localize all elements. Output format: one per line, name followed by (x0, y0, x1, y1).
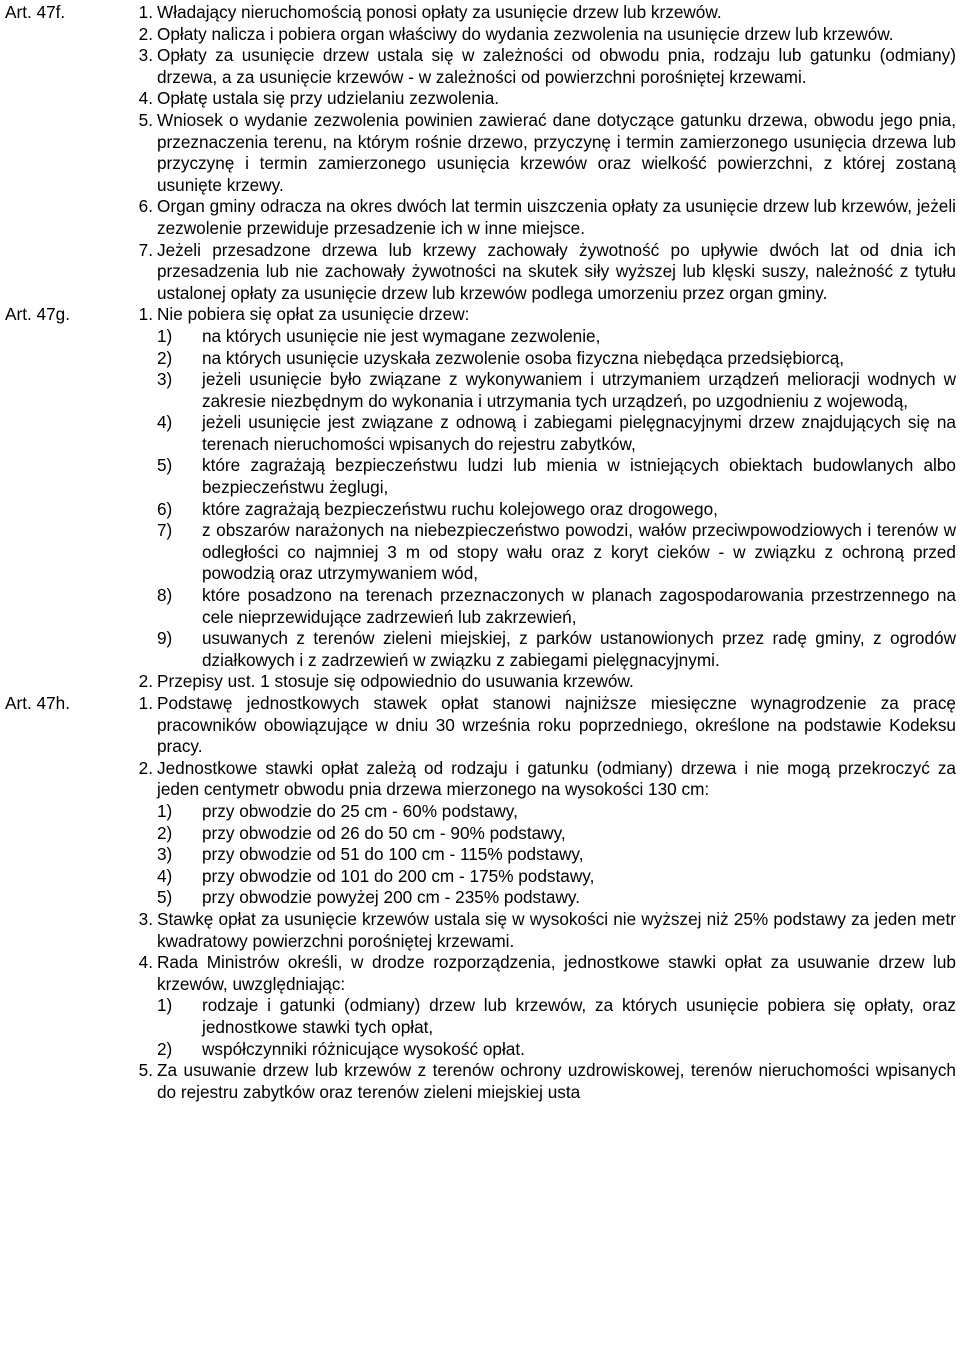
list-item-text: przy obwodzie od 51 do 100 cm - 115% podstawy, (202, 844, 584, 865)
article-label: Art. 47f. (5, 2, 66, 22)
paragraph-text: Władający nieruchomością ponosi opłaty za usunięcie drzew lub krzewów. (157, 2, 722, 22)
list-item-text: rodzaje i gatunki (odmiany) drzew lub krzewów, za których usunięcie pobiera się opłaty, oraz jednostkowe stawki tych opłat, (202, 995, 956, 1037)
paragraph-text: Opłatę ustala się przy udzielaniu zezwolenia. (157, 88, 500, 109)
list-item-number: 7) (157, 520, 173, 541)
paragraph-text: Jeżeli przesadzone drzewa lub krzewy zachowały żywotność po upływie dwóch lat od dnia ich przesadzenia lub nie zachowały żywotności na skutek siły wyższej lub klęski suszy, należność z tytułu ustalonej opłaty za usunięcie drzew lub krzewów podlega umorzeniu przez organ gminy. (157, 239, 956, 303)
paragraph-number: 2. (138, 671, 153, 692)
paragraph-number: 1. (138, 2, 153, 22)
paragraph-body (157, 110, 956, 196)
list-item-number: 4) (157, 865, 173, 886)
article-label (5, 240, 109, 305)
paragraph-body (157, 952, 956, 1060)
paragraph (5, 88, 956, 110)
paragraph (5, 24, 956, 46)
paragraph-lead: Jednostkowe stawki opłat zależą od rodzaju i gatunku (odmiany) drzewa i nie mogą przekroczyć za jeden centymetr obwodu pnia drzewa mierzonego na wysokości 130 cm: (157, 757, 956, 800)
paragraph-body (157, 1060, 956, 1103)
paragraph-text: Stawkę opłat za usunięcie krzewów ustala się w wysokości nie wyższej niż 25% podstawy za jeden metr kwadratowy powierzchni porośniętej krzewami. (157, 908, 956, 951)
list-item-text: jeżeli usunięcie jest związane z odnową i zabiegami pielęgnacyjnymi drzew znajdujących się na terenach nieruchomości wpisanych do rejestru zabytków, (202, 412, 956, 454)
paragraph-number: 1. (138, 693, 153, 713)
article-label (5, 671, 109, 693)
list-item-text: które zagrażają bezpieczeństwu ruchu kolejowego oraz drogowego, (202, 498, 718, 519)
paragraph-body (157, 693, 956, 758)
list-item-number: 1) (157, 325, 173, 346)
list-item-number: 1) (157, 800, 173, 821)
list-item-text: jeżeli usunięcie było związane z wykonywaniem i utrzymaniem urządzeń melioracji wodnych w zakresie niezbędnym do wykonania i utrzymania tych urządzeń, po uzgodnieniu z wojewodą, (202, 369, 956, 411)
paragraph-body (157, 88, 956, 110)
list-item (157, 499, 956, 521)
paragraph-number: 3. (138, 908, 153, 929)
list-item-number: 3) (157, 844, 173, 865)
paragraph-number: 4. (138, 952, 153, 973)
article-label (5, 758, 109, 909)
paragraph-body (157, 24, 956, 46)
paragraph-body (157, 240, 956, 305)
list-item (157, 520, 956, 585)
article-label (5, 1060, 109, 1103)
paragraph-lead: Nie pobiera się opłat za usunięcie drzew: (157, 304, 470, 325)
list-item (157, 369, 956, 412)
article-label (5, 196, 109, 239)
paragraph-body (157, 671, 956, 693)
list-item (157, 823, 956, 845)
paragraph (5, 758, 956, 909)
list-item-number: 9) (157, 628, 173, 649)
list-item-number: 8) (157, 585, 173, 606)
paragraph-number: 6. (138, 196, 153, 217)
list-item-number: 2) (157, 1038, 173, 1059)
list-item (157, 887, 956, 909)
list-item (157, 995, 956, 1038)
paragraph-number: 3. (138, 45, 153, 66)
paragraph-number: 4. (138, 88, 153, 109)
list-item (157, 326, 956, 348)
article-label (5, 110, 109, 196)
list-item (157, 801, 956, 823)
list-item (157, 585, 956, 628)
article-label: Art. 47g. (5, 304, 70, 325)
paragraph-text: Opłaty za usunięcie drzew ustala się w zależności od obwodu pnia, rodzaju lub gatunku (odmiany) drzewa, a za usunięcie krzewów - w zależności od powierzchni porośniętej krzewami. (157, 45, 956, 87)
paragraph-lead: Rada Ministrów określi, w drodze rozporządzenia, jednostkowe stawki opłat za usuwanie drzew lub krzewów, uwzględniając: (157, 952, 956, 994)
paragraph-text: Podstawę jednostkowych stawek opłat stanowi najniższe miesięczne wynagrodzenie za pracę pracowników obowiązujące w dniu 30 września roku poprzedniego, określone na podstawie Kodeksu pracy. (157, 693, 956, 757)
list-item (157, 628, 956, 671)
list-item-text: na których usunięcie uzyskała zezwolenie osoba fizyczna niebędąca przedsiębiorcą, (202, 347, 845, 368)
paragraph-body (157, 304, 956, 671)
article-label (5, 952, 109, 1060)
paragraph (5, 693, 956, 758)
paragraph (5, 240, 956, 305)
paragraph (5, 1060, 956, 1103)
paragraph-number: 5. (138, 109, 153, 130)
article-label (5, 909, 109, 952)
paragraph-number: 2. (138, 757, 153, 778)
list-item-text: przy obwodzie od 101 do 200 cm - 175% podstawy, (202, 865, 595, 886)
list-item-text: współczynniki różnicujące wysokość opłat. (202, 1038, 525, 1059)
article-label (5, 24, 109, 46)
list-item-text: przy obwodzie powyżej 200 cm - 235% podstawy. (202, 887, 580, 908)
list-item (157, 455, 956, 498)
paragraph (5, 196, 956, 239)
paragraph (5, 110, 956, 196)
paragraph-body (157, 45, 956, 88)
list-item-number: 5) (157, 455, 173, 476)
paragraph-number: 2. (138, 23, 153, 44)
list-item-number: 6) (157, 498, 173, 519)
list-item (157, 844, 956, 866)
list-item (157, 412, 956, 455)
list-item-text: na których usunięcie nie jest wymagane zezwolenie, (202, 325, 601, 346)
paragraph (5, 45, 956, 88)
paragraph-text: Przepisy ust. 1 stosuje się odpowiednio do usuwania krzewów. (157, 671, 634, 692)
list-item (157, 1039, 956, 1061)
paragraph-body (157, 758, 956, 909)
paragraph-text: Organ gminy odracza na okres dwóch lat termin uiszczenia opłaty za usunięcie drzew lub krzewów, jeżeli zezwolenie przewiduje przesadzenie ich w inne miejsce. (157, 196, 956, 238)
paragraph (5, 304, 956, 671)
paragraph-body (157, 909, 956, 952)
paragraph-text: Wniosek o wydanie zezwolenia powinien zawierać dane dotyczące gatunku drzewa, obwodu jego pnia, przeznaczenia terenu, na którym rośnie drzewo, przyczynę i termin zamierzonego usunięcia drzewa lub przyczynę i termin zamierzonego usunięcia krzewów oraz wielkość powierzchni, z której zostaną usunięte krzewy. (157, 109, 956, 195)
list-item-number: 2) (157, 822, 173, 843)
paragraph (5, 2, 956, 24)
paragraph-number: 1. (138, 304, 153, 325)
list-item-text: które posadzono na terenach przeznaczonych w planach zagospodarowania przestrzennego na cele nieprzewidujące zadrzewień lub zakrzewień, (202, 585, 956, 627)
paragraph-body (157, 196, 956, 239)
list-item-text: przy obwodzie od 26 do 50 cm - 90% podstawy, (202, 822, 566, 843)
list-item (157, 866, 956, 888)
article-label (5, 45, 109, 88)
list-item (157, 348, 956, 370)
article-label (5, 88, 109, 110)
paragraph-text: Opłaty nalicza i pobiera organ właściwy do wydania zezwolenia na usunięcie drzew lub krzewów. (157, 23, 894, 44)
paragraph-body (157, 2, 956, 24)
list-item-number: 5) (157, 887, 173, 908)
paragraph (5, 671, 956, 693)
list-item-number: 3) (157, 369, 173, 390)
list-item-text: przy obwodzie do 25 cm - 60% podstawy, (202, 800, 518, 821)
list-item-text: które zagrażają bezpieczeństwu ludzi lub mienia w istniejących obiektach budowlanych albo bezpieczeństwu żeglugi, (202, 455, 956, 498)
article-label: Art. 47h. (5, 693, 70, 713)
list-item-number: 4) (157, 412, 173, 433)
paragraph-number: 7. (138, 239, 153, 260)
list-item-text: z obszarów narażonych na niebezpieczeństwo powodzi, wałów przeciwpowodziowych i terenów w odległości co najmniej 3 m od stopy wału oraz z koryt cieków - w związku z ochroną przed powodzią oraz utrzymywaniem wód, (202, 520, 956, 584)
paragraph (5, 909, 956, 952)
paragraph-number: 5. (138, 1060, 153, 1081)
list-item-text: usuwanych z terenów zieleni miejskiej, z parków ustanowionych przez radę gminy, z ogrodów działkowych i z zadrzewień w związku z zabiegami pielęgnacyjnymi. (202, 628, 956, 670)
paragraph-text: Za usuwanie drzew lub krzewów z terenów ochrony uzdrowiskowej, terenów nieruchomości wpisanych do rejestru zabytków oraz terenów zieleni miejskiej usta (157, 1060, 956, 1102)
list-item-number: 2) (157, 347, 173, 368)
paragraph (5, 952, 956, 1060)
list-item-number: 1) (157, 995, 173, 1016)
